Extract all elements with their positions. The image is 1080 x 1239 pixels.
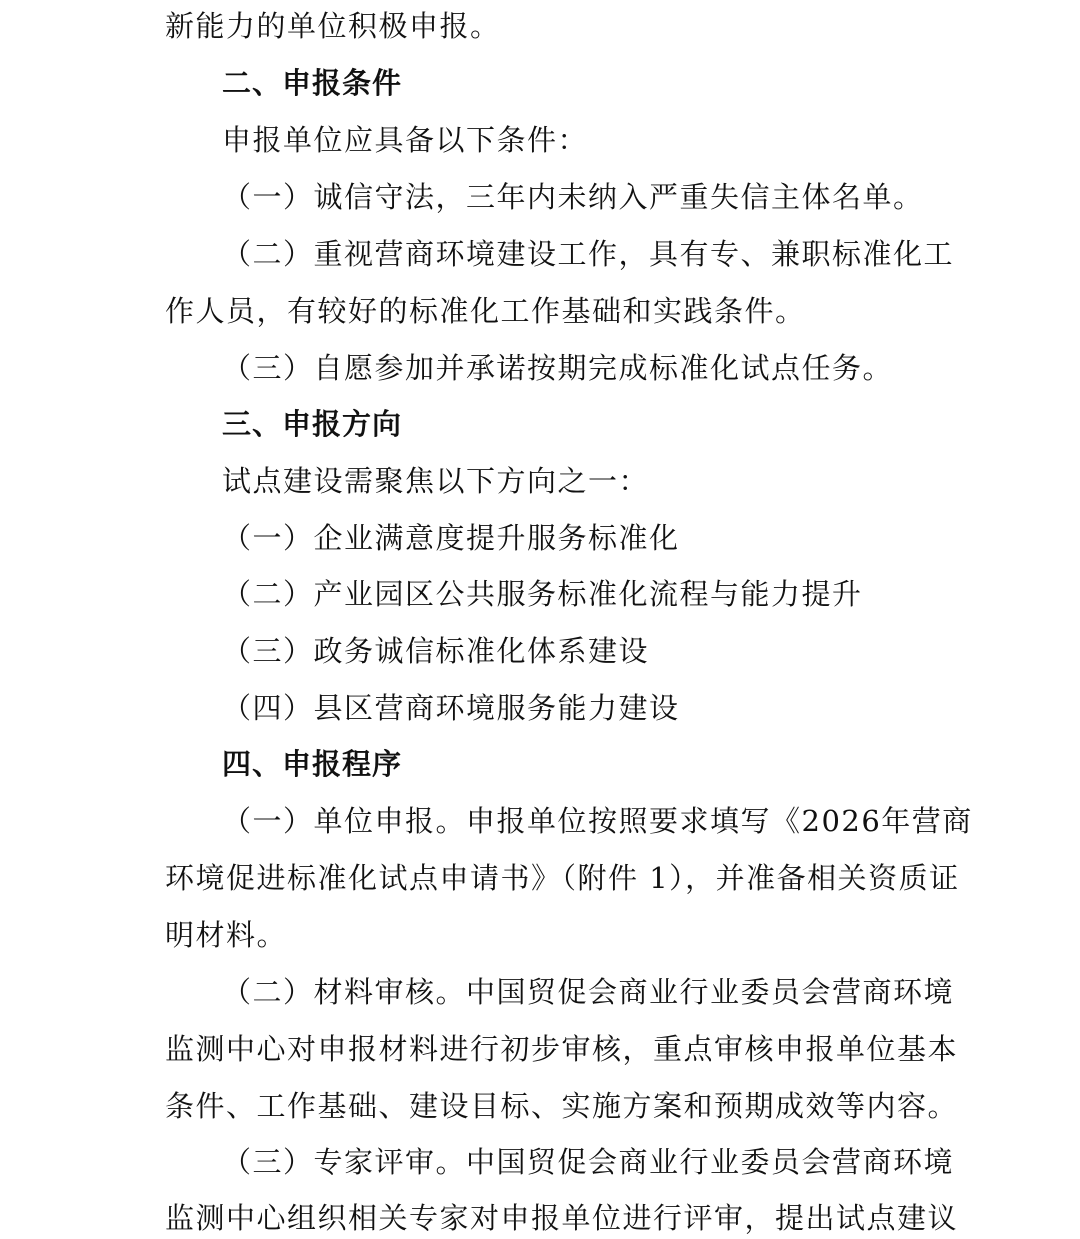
direction-item-1: （一）企业满意度提升服务标准化 — [222, 521, 680, 555]
section-heading-directions: 三、申报方向 — [222, 407, 403, 441]
procedure-item-3-line-1: （三）专家评审。中国贸促会商业行业委员会营商环境 — [222, 1145, 955, 1179]
procedure-item-3-line-2: 监测中心组织相关专家对申报单位进行评审，提出试点建议 — [165, 1201, 959, 1235]
direction-item-4: （四）县区营商环境服务能力建设 — [222, 691, 680, 725]
procedure-item-2-line-1: （二）材料审核。中国贸促会商业行业委员会营商环境 — [222, 975, 955, 1009]
conditions-intro: 申报单位应具备以下条件： — [222, 123, 589, 157]
continuation-line: 新能力的单位积极申报。 — [165, 9, 501, 43]
condition-item-3: （三）自愿参加并承诺按期完成标准化试点任务。 — [222, 351, 894, 385]
direction-item-2: （二）产业园区公共服务标准化流程与能力提升 — [222, 577, 863, 611]
procedure-item-2-line-3: 条件、工作基础、建设目标、实施方案和预期成效等内容。 — [165, 1089, 959, 1123]
condition-item-2-line-1: （二）重视营商环境建设工作，具有专、兼职标准化工 — [222, 237, 955, 271]
procedure-item-1-line-1: （一）单位申报。申报单位按照要求填写《2026年营商 — [222, 804, 973, 838]
section-heading-procedure: 四、申报程序 — [222, 747, 403, 781]
section-heading-conditions: 二、申报条件 — [222, 66, 403, 100]
condition-item-2-line-2: 作人员，有较好的标准化工作基础和实践条件。 — [165, 294, 806, 328]
directions-intro: 试点建设需聚焦以下方向之一： — [222, 464, 650, 498]
procedure-item-1-line-3: 明材料。 — [165, 918, 288, 952]
condition-item-1: （一）诚信守法，三年内未纳入严重失信主体名单。 — [222, 180, 924, 214]
procedure-item-1-line-2: 环境促进标准化试点申请书》（附件 1），并准备相关资质证 — [165, 861, 960, 895]
direction-item-3: （三）政务诚信标准化体系建设 — [222, 634, 650, 668]
procedure-item-2-line-2: 监测中心对申报材料进行初步审核，重点审核申报单位基本 — [165, 1032, 959, 1066]
